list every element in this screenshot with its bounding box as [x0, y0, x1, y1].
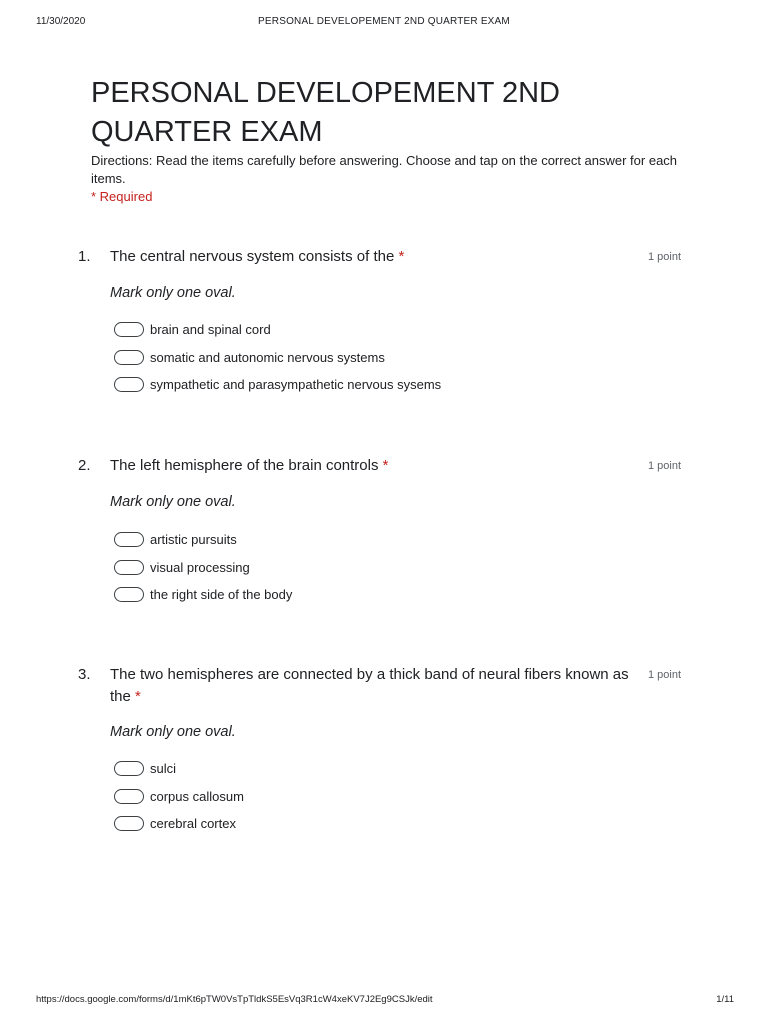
question-text: [110, 455, 645, 477]
question-instruction: Mark only one oval.: [110, 724, 236, 740]
question-text: [110, 664, 645, 708]
option-sulci[interactable]: [114, 755, 244, 783]
print-doc-title: PERSONAL DEVELOPEMENT 2ND QUARTER EXAM: [258, 16, 510, 27]
options-list: [114, 526, 292, 609]
question-number: 3.: [78, 666, 91, 683]
question-instruction: Mark only one oval.: [110, 494, 236, 510]
option-artistic-pursuits[interactable]: [114, 526, 292, 554]
radio-oval[interactable]: [114, 587, 144, 602]
radio-oval[interactable]: [114, 532, 144, 547]
question-label: The central nervous system consists of the: [110, 248, 395, 265]
question-label: The left hemisphere of the brain controls: [110, 457, 379, 474]
option-brain-and-spinal-cord[interactable]: [114, 316, 441, 344]
radio-oval[interactable]: [114, 816, 144, 831]
option-label: visual processing: [150, 559, 250, 575]
options-list: [114, 316, 441, 399]
radio-oval[interactable]: [114, 350, 144, 365]
radio-oval[interactable]: [114, 761, 144, 776]
option-right-side-of-body[interactable]: [114, 581, 292, 609]
question-points: 1 point: [648, 669, 682, 681]
question-text: [110, 246, 645, 268]
radio-oval[interactable]: [114, 789, 144, 804]
required-note: * Required: [91, 189, 153, 204]
option-label: the right side of the body: [150, 587, 293, 603]
print-date: 11/30/2020: [36, 16, 86, 27]
option-label: brain and spinal cord: [150, 322, 271, 338]
options-list: [114, 755, 244, 838]
required-asterisk: *: [382, 457, 389, 474]
print-url: https://docs.google.com/forms/d/1mKt6pTW0VsTpTldkS5EsVq3R1cW4xeKV7J2Eg9CSJk/edit: [36, 994, 433, 1005]
question-instruction: Mark only one oval.: [110, 285, 236, 301]
option-sympathetic-and-parasympathetic[interactable]: [114, 371, 441, 399]
required-asterisk: *: [398, 248, 405, 265]
question-label: The two hemispheres are connected by a thick band of neural fibers known as the: [110, 666, 629, 705]
question-points: 1 point: [648, 460, 682, 472]
page-indicator: 1/11: [716, 994, 734, 1005]
print-footer: [0, 994, 768, 1008]
option-label: sulci: [150, 761, 177, 777]
option-corpus-callosum[interactable]: [114, 783, 244, 811]
form-title: PERSONAL DEVELOPEMENT 2ND QUARTER EXAM: [91, 77, 560, 148]
option-somatic-and-autonomic[interactable]: [114, 344, 441, 372]
option-label: artistic pursuits: [150, 532, 237, 548]
option-label: somatic and autonomic nervous systems: [150, 349, 385, 365]
required-asterisk: *: [135, 688, 141, 705]
question-number: 2.: [78, 457, 91, 474]
question-number: 1.: [78, 248, 91, 265]
option-label: cerebral cortex: [150, 816, 236, 832]
radio-oval[interactable]: [114, 560, 144, 575]
print-header: [0, 16, 768, 30]
radio-oval[interactable]: [114, 322, 144, 337]
option-visual-processing[interactable]: [114, 554, 292, 582]
option-label: corpus callosum: [150, 788, 244, 804]
form-directions: Directions: Read the items carefully before answering. Choose and tap on the correct answer for each items.: [91, 153, 678, 186]
question-points: 1 point: [648, 251, 682, 263]
radio-oval[interactable]: [114, 377, 144, 392]
option-label: sympathetic and parasympathetic nervous sysems: [150, 377, 442, 393]
option-cerebral-cortex[interactable]: [114, 810, 244, 838]
